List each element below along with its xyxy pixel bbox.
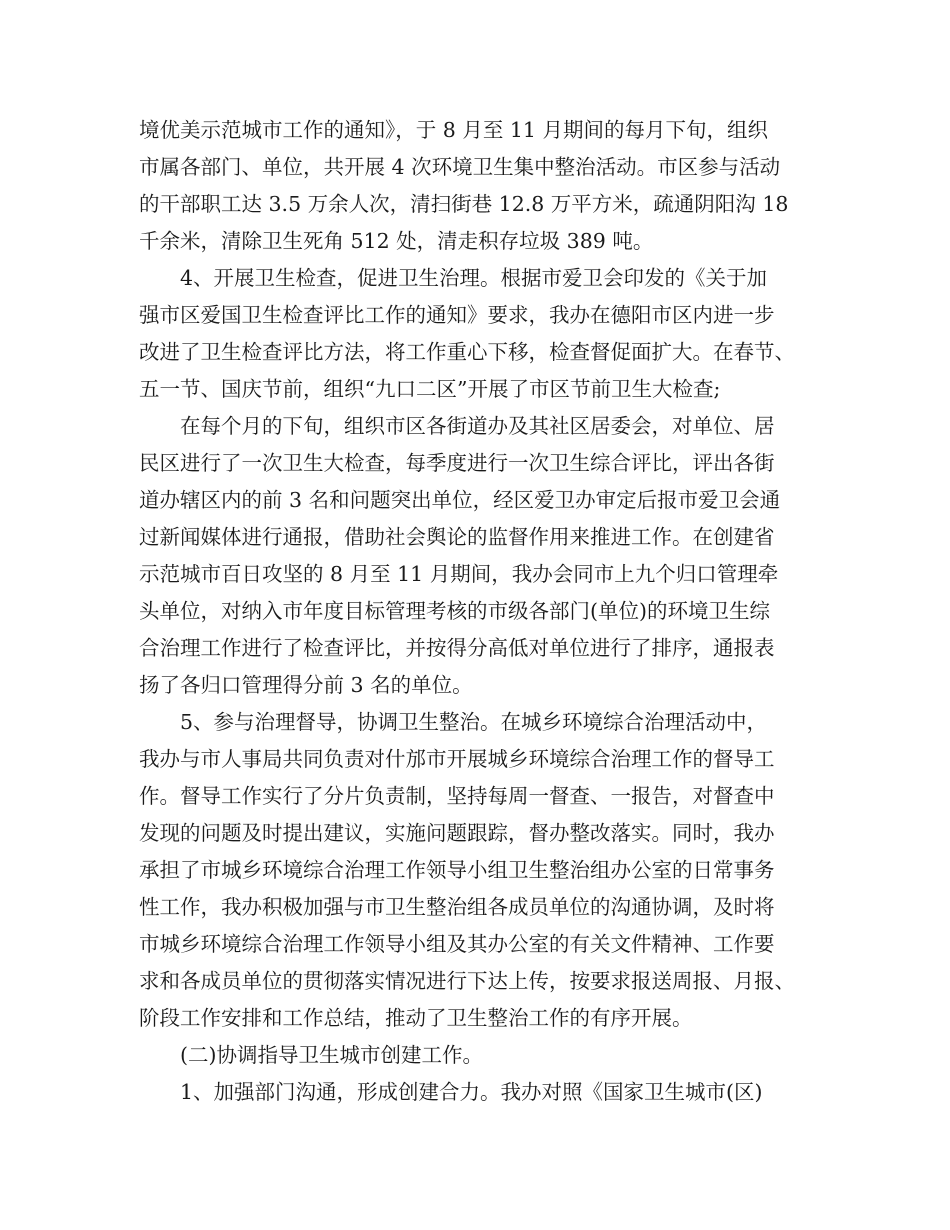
- text-line: 阶段工作安排和工作总结，推动了卫生整治工作的有序开展。: [139, 1006, 693, 1030]
- text-line: 合治理工作进行了检查评比，并按得分高低对单位进行了排序，通报表: [139, 636, 775, 660]
- text-line: 改进了卫生检查评比方法，将工作重心下移，检查督促面扩大。在春节、: [139, 340, 795, 364]
- paragraph-start-line: 在每个月的下旬，组织市区各街道办及其社区居委会，对单位、居: [180, 414, 775, 438]
- text-line: 道办辖区内的前 3 名和问题突出单位，经区爱卫办审定后报市爱卫会通: [139, 488, 781, 512]
- paragraph-start-line: 4、开展卫生检查，促进卫生治理。根据市爱卫会印发的《关于加: [180, 266, 768, 290]
- section-heading: (二)协调指导卫生城市创建工作。: [180, 1043, 483, 1067]
- text-line: 扬了各归口管理得分前 3 名的单位。: [139, 673, 473, 697]
- text-line: 市属各部门、单位，共开展 4 次环境卫生集中整治活动。市区参与活动: [139, 155, 781, 179]
- paragraph-start-line: 5、参与治理督导，协调卫生整治。在城乡环境综合治理活动中，: [180, 710, 768, 734]
- text-line: 求和各成员单位的贯彻落实情况进行下达上传，按要求报送周报、月报、: [139, 969, 795, 993]
- text-line: 过新闻媒体进行通报，借助社会舆论的监督作用来推进工作。在创建省: [139, 525, 775, 549]
- text-line: 千余米，清除卫生死角 512 处，清走积存垃圾 389 吨。: [139, 229, 654, 253]
- text-line: 我办与市人事局共同负责对什邡市开展城乡环境综合治理工作的督导工: [139, 747, 775, 771]
- text-line: 承担了市城乡环境综合治理工作领导小组卫生整治组办公室的日常事务: [139, 858, 775, 882]
- text-line: 的干部职工达 3.5 万余人次，清扫街巷 12.8 万平方米，疏通阴阳沟 18: [139, 192, 789, 216]
- paragraph-start-line: 1、加强部门沟通，形成创建合力。我办对照《国家卫生城市(区): [180, 1080, 763, 1104]
- text-line: 作。督导工作实行了分片负责制，坚持每周一督查、一报告，对督查中: [139, 784, 775, 808]
- text-line: 发现的问题及时提出建议，实施问题跟踪，督办整改落实。同时，我办: [139, 821, 775, 845]
- text-line: 五一节、国庆节前，组织“九口二区”开展了市区节前卫生大检查;: [139, 377, 721, 401]
- text-line: 强市区爱国卫生检查评比工作的通知》要求，我办在德阳市区内进一步: [139, 303, 775, 327]
- text-line: 示范城市百日攻坚的 8 月至 11 月期间，我办会同市上九个归口管理牵: [139, 562, 779, 586]
- document-body: [139, 112, 819, 1111]
- text-line: 市城乡环境综合治理工作领导小组及其办公室的有关文件精神、工作要: [139, 932, 775, 956]
- text-line: 头单位，对纳入市年度目标管理考核的市级各部门(单位)的环境卫生综: [139, 599, 770, 623]
- text-line: 民区进行了一次卫生大检查，每季度进行一次卫生综合评比，评出各街: [139, 451, 775, 475]
- text-line: 境优美示范城市工作的通知》，于 8 月至 11 月期间的每月下旬，组织: [139, 118, 768, 142]
- text-line: 性工作，我办积极加强与市卫生整治组各成员单位的沟通协调，及时将: [139, 895, 775, 919]
